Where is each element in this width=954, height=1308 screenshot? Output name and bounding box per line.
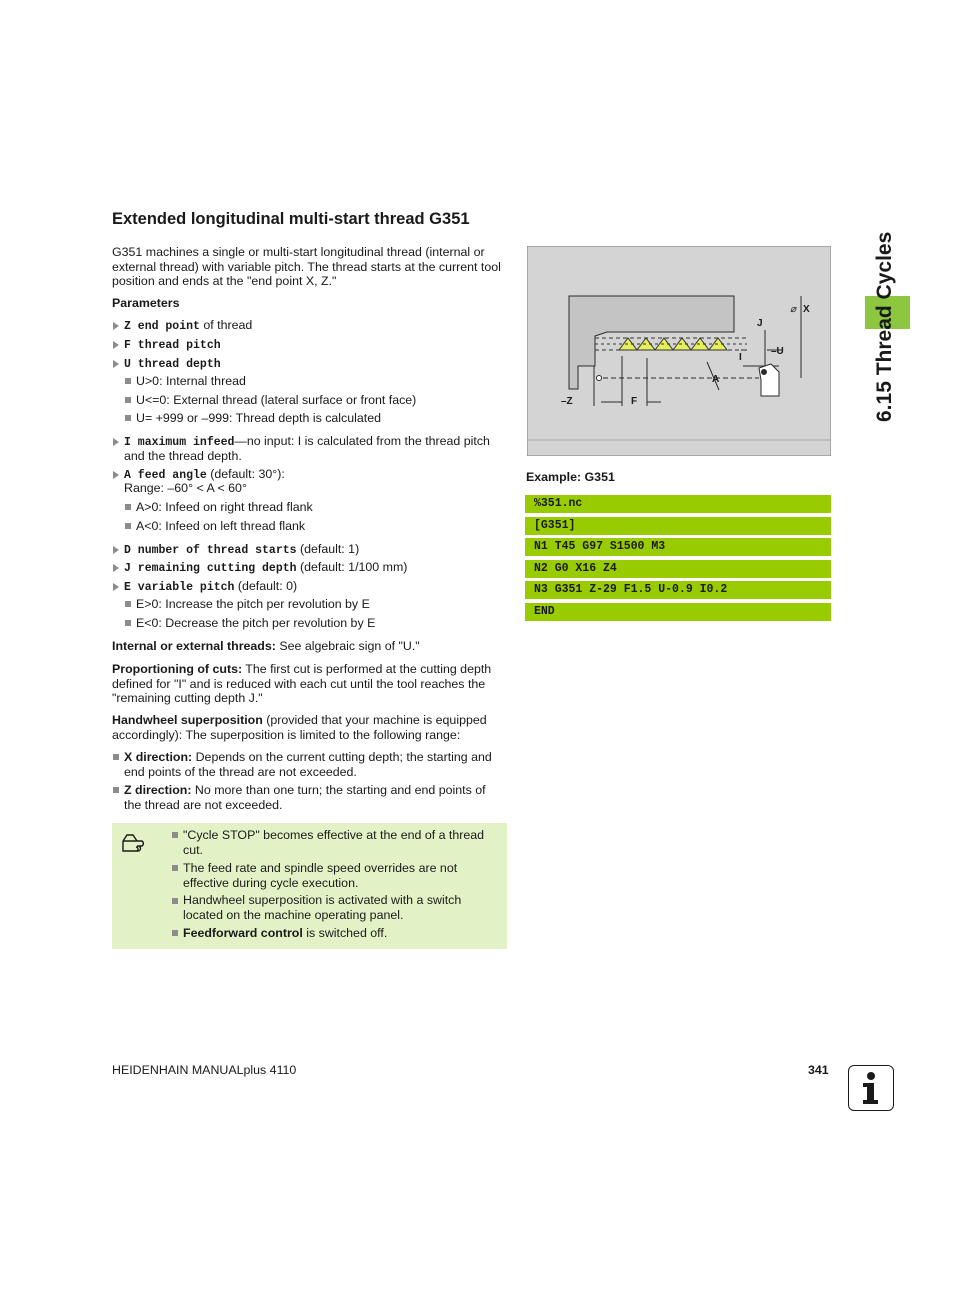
param-a-sub: A<0: Infeed on left thread flank bbox=[136, 519, 306, 533]
intro-paragraph: G351 machines a single or multi-start longitudinal thread (internal or external thread) with variable pitch. The thread starts at the current tool position and ends at the "end point X, Z." bbox=[112, 245, 501, 288]
note-item: Feedforward control is switched off. bbox=[183, 926, 388, 940]
param-i: I maximum infeed—no input: I is calculated from the thread pitch bbox=[124, 434, 490, 449]
diagram-label-i: I bbox=[739, 352, 742, 363]
example-title: Example: G351 bbox=[526, 470, 615, 484]
code-line: N2 G0 X16 Z4 bbox=[525, 560, 831, 578]
param-a-range: Range: –60° < A < 60° bbox=[124, 481, 247, 495]
bullet-arrow-icon bbox=[113, 322, 119, 330]
bullet-square-icon bbox=[125, 523, 131, 529]
param-a: A feed angle (default: 30°): bbox=[124, 467, 285, 482]
bullet-arrow-icon bbox=[113, 583, 119, 591]
bullet-square-icon bbox=[125, 378, 131, 384]
bullet-square-icon bbox=[113, 754, 119, 760]
bullet-square-icon bbox=[125, 415, 131, 421]
param-j: J remaining cutting depth (default: 1/100 mm) bbox=[124, 560, 408, 575]
diagram-label-f: F bbox=[631, 396, 638, 407]
diagram-label-diameter: ⌀ bbox=[790, 304, 797, 315]
section-title: Extended longitudinal multi-start thread G351 bbox=[112, 210, 470, 228]
diagram-label-x: X bbox=[803, 304, 810, 315]
code-line: END bbox=[525, 603, 831, 621]
param-e-sub: E>0: Increase the pitch per revolution by E bbox=[136, 597, 370, 611]
proportioning-paragraph: Proportioning of cuts: The first cut is performed at the cutting depth defined for "I" and is reduced with each cut until the tool reaches the "remaining cutting depth J." bbox=[112, 662, 492, 705]
chapter-title: 6.15 Thread Cycles bbox=[873, 231, 896, 422]
parameters-heading: Parameters bbox=[112, 296, 180, 310]
bullet-square-icon bbox=[125, 601, 131, 607]
code-line: %351.nc bbox=[525, 495, 831, 513]
note-box bbox=[112, 823, 507, 949]
note-item: "Cycle STOP" becomes effective at the end of a thread cut. bbox=[183, 828, 485, 857]
diagram-label-u: –U bbox=[771, 346, 784, 357]
param-u-sub: U>0: Internal thread bbox=[136, 374, 246, 388]
handwheel-z-item: Z direction: No more than one turn; the starting and end points of the thread are not exceeded. bbox=[124, 783, 486, 812]
param-u-sub: U<=0: External thread (lateral surface or front face) bbox=[136, 393, 417, 407]
bullet-square-icon bbox=[125, 397, 131, 403]
pointing-hand-icon bbox=[120, 831, 156, 855]
param-f: F thread pitch bbox=[124, 339, 221, 352]
param-e-sub: E<0: Decrease the pitch per revolution by E bbox=[136, 616, 376, 630]
bullet-arrow-icon bbox=[113, 546, 119, 554]
param-z: Z end point of thread bbox=[124, 318, 253, 333]
footer-product: HEIDENHAIN MANUALplus 4110 bbox=[112, 1063, 297, 1077]
bullet-square-icon bbox=[113, 787, 119, 793]
diagram-label-a: A bbox=[712, 374, 720, 385]
code-line: N3 G351 Z-29 F1.5 U-0.9 I0.2 bbox=[525, 581, 831, 599]
internal-external-paragraph: Internal or external threads: See algebraic sign of "U." bbox=[112, 639, 420, 653]
note-item: Handwheel superposition is activated with a switch located on the machine operating panel. bbox=[183, 893, 462, 922]
code-line: N1 T45 G97 S1500 M3 bbox=[525, 538, 831, 556]
thread-cycle-diagram bbox=[527, 246, 831, 456]
bullet-square-icon bbox=[172, 930, 178, 936]
handwheel-paragraph: Handwheel superposition (provided that your machine is equipped accordingly): The superposition is limited to the following range: bbox=[112, 713, 487, 742]
param-u-sub: U= +999 or –999: Thread depth is calculated bbox=[136, 411, 381, 425]
bullet-square-icon bbox=[172, 832, 178, 838]
bullet-arrow-icon bbox=[113, 341, 119, 349]
bullet-square-icon bbox=[172, 898, 178, 904]
bullet-arrow-icon bbox=[113, 471, 119, 479]
param-a-sub: A>0: Infeed on right thread flank bbox=[136, 500, 313, 514]
page-number: 341 bbox=[808, 1063, 829, 1077]
diagram-label-j: J bbox=[757, 318, 763, 329]
info-icon bbox=[848, 1065, 894, 1111]
bullet-arrow-icon bbox=[113, 360, 119, 368]
bullet-arrow-icon bbox=[113, 564, 119, 572]
bullet-arrow-icon bbox=[113, 438, 119, 446]
handwheel-x-item: X direction: Depends on the current cutting depth; the starting and end points of the thread are not exceeded. bbox=[124, 750, 492, 779]
param-d: D number of thread starts (default: 1) bbox=[124, 542, 360, 557]
param-e: E variable pitch (default: 0) bbox=[124, 579, 298, 594]
code-line: [G351] bbox=[525, 517, 831, 535]
param-i-cont: and the thread depth. bbox=[124, 449, 242, 463]
param-u: U thread depth bbox=[124, 358, 221, 371]
diagram-label-z: –Z bbox=[561, 396, 573, 407]
bullet-square-icon bbox=[172, 865, 178, 871]
bullet-square-icon bbox=[125, 504, 131, 510]
note-item: The feed rate and spindle speed overrides are not effective during cycle execution. bbox=[183, 861, 458, 890]
bullet-square-icon bbox=[125, 620, 131, 626]
